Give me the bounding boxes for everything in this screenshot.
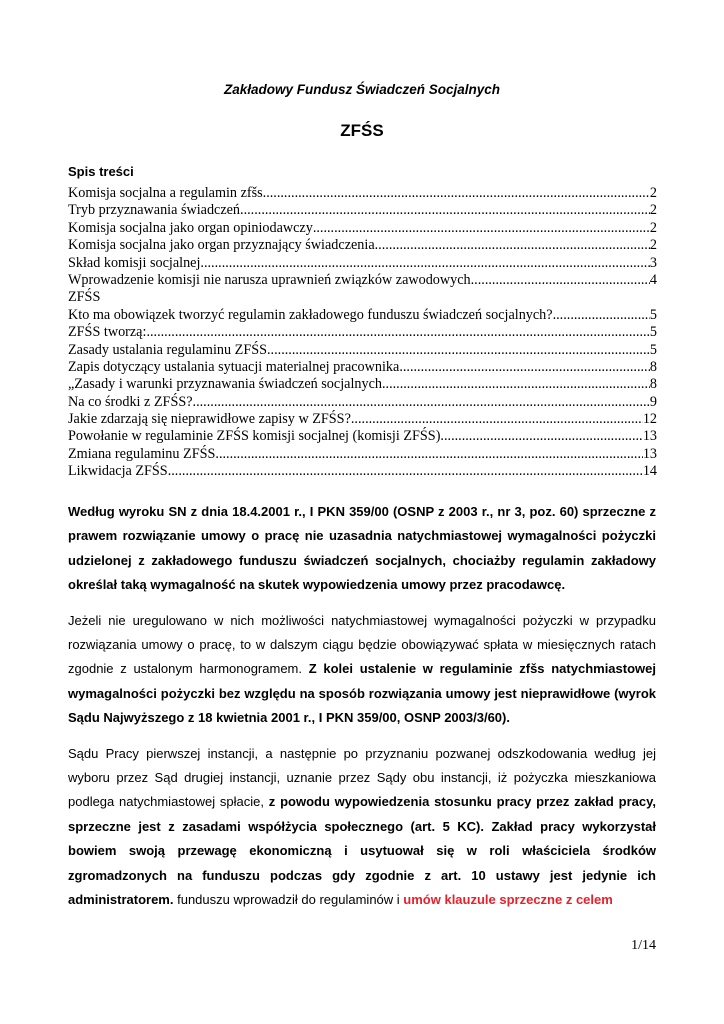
paragraph-court-instances: Sądu Pracy pierwszej instancji, a następnie po przyznaniu pozwanej odszkodowania według jej wyboru przez Sąd drugiej instancji, uznanie przez Sądy obu instancji, iż pożyczka mieszkaniowa podlega natychmiastowej spłacie, z powodu wypowiedzenia stosunku pracy przez zakład pracy, sprzeczne jest z zasadami współżycia społecznego (art. 5 KC). Zakład pracy wykorzystał bowiem swoją przewagę ekonomiczną i usytuował się w roli właściciela środków zgromadzonych na funduszu podczas gdy zgodnie z art. 10 ustawy jest jedynie ich administratorem. funduszu wprowadził do regulaminów i umów klauzule sprzeczne z celem — [68, 745, 656, 908]
highlighted-text: umów klauzule sprzeczne z celem — [403, 892, 613, 908]
toc-entry[interactable]: Zapis dotyczący ustalania sytuacji materialnej pracownika ..... 8 — [68, 359, 657, 376]
toc-entry[interactable]: Likwidacja ZFŚS ..... 14 — [68, 463, 657, 480]
toc-entry[interactable]: ZFŚS tworzą: ..... 5 — [68, 324, 657, 341]
toc-entry[interactable]: Wprowadzenie komisji nie narusza uprawnień związków zawodowych ..... 4 — [68, 272, 657, 289]
toc-entry[interactable]: Komisja socjalna jako organ przyznający świadczenia ..... 2 — [68, 237, 657, 254]
body-text — [68, 500, 656, 924]
page-number: 1/14 — [631, 938, 656, 953]
toc-entry[interactable]: Jakie zdarzają się nieprawidłowe zapisy w ZFŚS? ..... 12 — [68, 411, 657, 428]
toc-entry[interactable]: Na co środki z ZFŚS? ..... 9 — [68, 394, 657, 411]
document-title: ZFŚS — [340, 121, 384, 140]
toc-entry[interactable]: Kto ma obowiązek tworzyć regulamin zakładowego funduszu świadczeń socjalnych? ..... 5 — [68, 307, 657, 324]
toc-entry[interactable]: Tryb przyznawania świadczeń ..... 2 — [68, 202, 657, 219]
toc-entry[interactable]: Zasady ustalania regulaminu ZFŚS ..... 5 — [68, 342, 657, 359]
paragraph-loan-repayment: Jeżeli nie uregulowano w nich możliwości natychmiastowej wymagalności pożyczki w przypadku rozwiązania umowy o pracę, to w dalszym ciągu będzie obowiązywać spłata w miesięcznych ratach zgodnie z ustalonym harmonogramem. Z kolei ustalenie w regulaminie zfšs natychmiastowej wymagalności pożyczki bez względu na sposób rozwiązania umowy jest nieprawidłowe (wyrok Sądu Najwyższego z 18 kwietnia 2001 r., I PKN 359/00, OSNP 2003/3/60). — [68, 612, 656, 726]
toc-entry[interactable]: Komisja socjalna jako organ opiniodawczy ..... 2 — [68, 220, 657, 237]
toc-entry[interactable]: Zmiana regulaminu ZFŚS ..... 13 — [68, 446, 657, 463]
toc-entry[interactable]: ZFŚS — [68, 289, 101, 306]
document-subtitle: Zakładowy Fundusz Świadczeń Socjalnych — [223, 82, 501, 97]
toc-entry[interactable]: Komisja socjalna a regulamin zfšs ..... 2 — [68, 185, 657, 202]
table-of-contents — [68, 185, 657, 481]
toc-entry[interactable]: „Zasady i warunki przyznawania świadczeń socjalnych ..... 8 — [68, 376, 657, 393]
paragraph-ruling-summary: Według wyroku SN z dnia 18.4.2001 r., I PKN 359/00 (OSNP z 2003 r., nr 3, poz. 60) sprzeczne z prawem rozwiązanie umowy o pracę nie uzasadnia natychmiastowej wymagalności pożyczki udzielonej z zakładowego funduszu świadczeń socjalnych, chociażby regulamin zakładowy określał taką wymagalność na skutek wypowiedzenia umowy przez pracodawcę. — [68, 504, 656, 593]
toc-heading: Spis treści — [68, 164, 134, 179]
toc-entry[interactable]: Skład komisji socjalnej ..... 3 — [68, 255, 657, 272]
toc-entry[interactable]: Powołanie w regulaminie ZFŚS komisji socjalnej (komisji ZFŚS) ..... 13 — [68, 428, 657, 445]
